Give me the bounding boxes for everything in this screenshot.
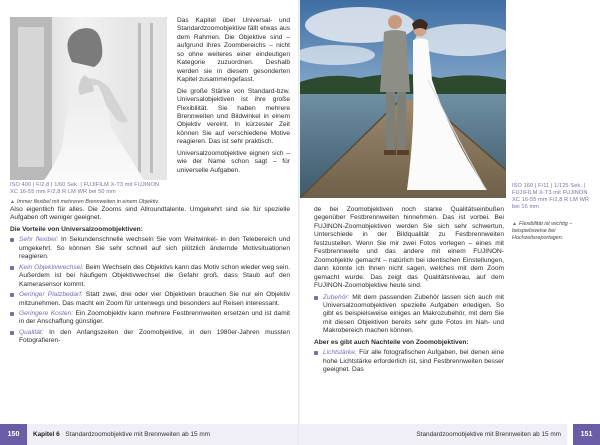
- full-paragraph: Also eigentlich für alles. Die Zooms sind Allroundtalente. Umgekehrt sind sie für spezielle Aufgaben oft weniger geeignet.: [10, 206, 290, 222]
- intro-paragraph-1: Das Kapitel über Universal- und Standardzoomobjektive fällt etwas aus dem Rahmen. Die Objektive sind – aufgrund ihres Zoombereichs – nicht so ohne weiteres einer eindeutigen Kategorie zuzuordnen. Deshalb werden sie in diesem gesonderten Kapitel zusammengefasst.: [177, 17, 290, 84]
- list-item: [10, 329, 290, 346]
- square-bullet-icon: [10, 312, 14, 316]
- chapter-title: Standardzoomobjektive mit Brennweiten ab 15 mm: [65, 431, 210, 438]
- square-bullet-icon: [10, 266, 14, 270]
- list-item-keyword: Geringere Kosten:: [19, 309, 74, 317]
- list-item: [314, 349, 504, 374]
- list-item-text: Für alle fotografischen Aufgaben, bei denen eine hohe Lichtstärke erforderlich ist, sind Festbrennweiten besser geeignet. Das: [323, 349, 504, 374]
- wedding-photo: [300, 0, 506, 198]
- list-item-keyword: Zubehör:: [323, 293, 350, 301]
- list-item-text: Mit dem passenden Zubehör lassen sich auch mit Universalzoomobjektiven spezielle Aufgaben erledigen. So gibt es beispielsweise einiges an Makrozubehör, mit dem Sie mit diesen Objektiven bereits sehr gute Fotos im Nah- und Makrobereich machen können.: [323, 293, 504, 335]
- square-bullet-icon: [314, 351, 318, 355]
- intro-paragraph-3: Universalzoomobjektive eignen sich – wie der Name schon sagt – für universelle Aufgaben.: [177, 149, 290, 174]
- right-page: [300, 0, 600, 445]
- triangle-up-icon: ▲: [512, 221, 517, 227]
- chapter-title-right: Standardzoomobjektive mit Brennweiten ab 15 mm: [416, 431, 561, 438]
- square-bullet-icon: [314, 296, 318, 300]
- right-paragraph: de bei Zoomobjektiven noch starke Qualitätseinbußen gegenüber Festbrennweiten hinnehmen. Das ist vorbei. Bei FUJINON-Zoomobjektiven werden Sie sich sehr schwertun, Unterschiede in der Bildqualität zu Festbrennweiten festzustellen. Wenn Sie mir zwei Fotos vorlegen – eines mit Festbrennweite und das andere mit einem FUJINON-Zoomobjektiv gemacht – natürlich bei identischen Einstellungen, dann könnte ich Ihnen nicht sagen, welches mit dem Zoom gemacht wurde. Das zeigt das Qualitätsniveau, auf dem FUJINON-Zoomobjektive heute sind.: [314, 206, 504, 290]
- pros-heading: Die Vorteile von Universalzoomobjektiven:: [10, 225, 143, 233]
- left-photo-caption-tech: ISO 400 | F/2,8 | 1/60 Sek. | FUJIFILM X-T3 mit FUJINON XC 16-55 mm F/2,8 R LM WR bei 50 mm: [10, 182, 160, 195]
- list-item-keyword: Kein Objektivwechsel:: [19, 263, 84, 271]
- left-photo-caption: [10, 199, 168, 206]
- square-bullet-icon: [10, 293, 14, 297]
- list-item-text: In den Anfangszeiten der Zoomobjektive, in den 1980er-Jahren mussten Fotografieren-: [19, 328, 290, 345]
- cons-list: [314, 349, 504, 374]
- list-item-text: Beim Wechseln des Objektivs kann das Motiv schon wieder weg sein. Außerdem ist bei häufigem Objektivwechsel die Gefahr groß, dass Staub auf den Kamerasensor kommt.: [19, 263, 290, 288]
- square-bullet-icon: [10, 238, 14, 242]
- page-number-right: 151: [573, 424, 600, 445]
- intro-text-column: [177, 17, 290, 175]
- main-text-block: [10, 206, 290, 348]
- square-bullet-icon: [10, 331, 14, 335]
- bride-photo: [10, 17, 167, 180]
- list-item-text: Statt zwei, drei oder vier Objektiven brauchen Sie nur ein Objektiv mitzunehmen. Das macht ein Zoom für unterwegs und besonders auf Reisen interessant.: [19, 291, 290, 307]
- right-footer-running-head: [300, 424, 567, 445]
- list-item: [10, 310, 290, 327]
- left-photo-caption-text: Immer flexibel mit mehreren Brennweiten in einem Objektiv.: [16, 199, 160, 205]
- list-item-keyword: Geringer Platzbedarf:: [19, 291, 83, 299]
- right-photo-caption-text: Flexibilität ist wichtig – beispielsweise bei Hochzeitsreportagen.: [512, 221, 573, 241]
- left-footer: [0, 424, 300, 445]
- left-footer-running-head: [27, 424, 300, 445]
- pros-list: [10, 236, 290, 345]
- list-item: [10, 291, 290, 308]
- right-text-block: [314, 206, 504, 377]
- wedding-photo-image: [300, 0, 506, 198]
- list-item-keyword: Qualität:: [19, 328, 44, 336]
- chapter-label: Kapitel 6: [33, 431, 60, 438]
- right-photo-caption-tech: ISO 160 | F/11 | 1/125 Sek. | FUJIFILM X-T3 mit FUJINON XC 16-55 mm F/2,8 R LM WR bei 16 mm: [512, 183, 590, 210]
- right-footer: [300, 424, 600, 445]
- triangle-up-icon: ▲: [10, 199, 15, 205]
- accessory-list: [314, 294, 504, 336]
- list-item: [314, 294, 504, 336]
- bride-photo-image: [10, 17, 167, 180]
- cons-heading: Aber es gibt auch Nachteile von Zoomobjektiven:: [314, 338, 469, 346]
- list-item-text: In Sekundenschnelle wechseln Sie vom Weitwinkel- in den Telebereich und umgekehrt. So können Sie sehr schnell auf sich plötzlich ändernde Motivsituationen reagieren.: [19, 236, 290, 261]
- list-item-keyword: Lichtstärke:: [323, 349, 357, 357]
- list-item-text: Ein Zoomobjektiv kann mehrere Festbrennweiten ersetzen und ist damit in der Anschaffung günstiger.: [19, 309, 290, 326]
- list-item: [10, 236, 290, 261]
- list-item: [10, 264, 290, 289]
- list-item-keyword: Sehr flexibel:: [19, 236, 59, 244]
- page-number-left: 150: [0, 424, 27, 445]
- right-photo-caption: [512, 221, 596, 242]
- intro-paragraph-2: Die große Stärke von Standard-bzw. Universalobjektiven ist ihre große Flexibilität. Sie haben mehrere Brennweiten und Bildwinkel in einem Objektiv vereint. In kürzester Zeit können Sie auf verschiedene Motive reagieren. Das ist sehr praktisch.: [177, 87, 290, 146]
